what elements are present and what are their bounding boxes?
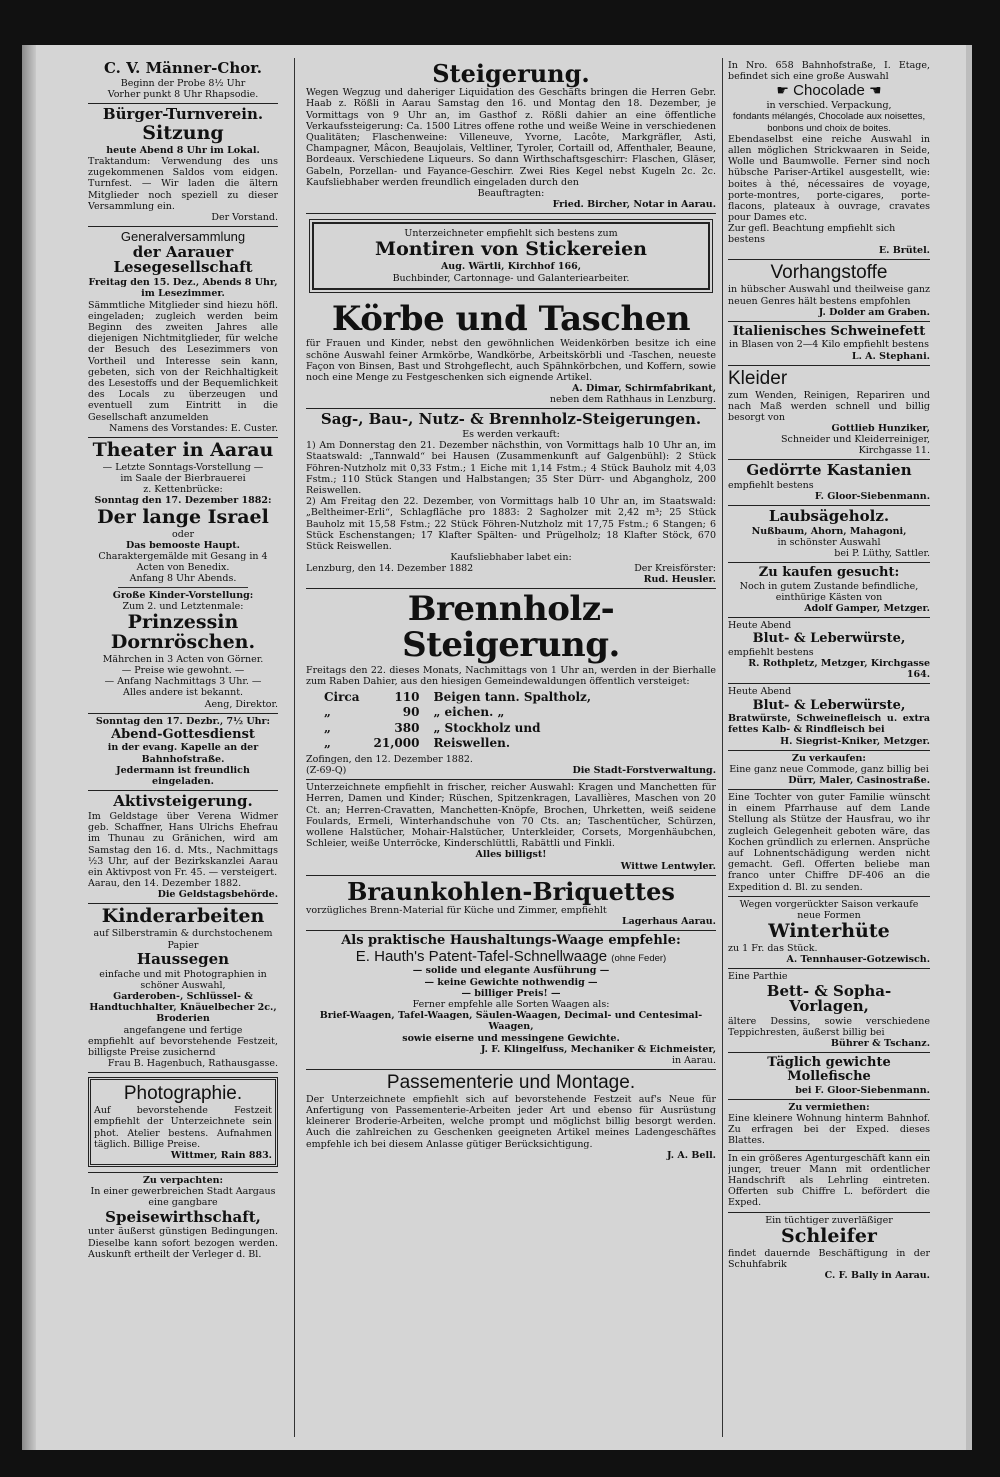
ad-title: Kleider: [728, 367, 788, 389]
ad-title: Bürger-Turnverein.: [102, 105, 264, 124]
ad-text: Noch in gutem Zustande befindliche, einthürige Kästen von: [739, 580, 919, 604]
ad-signature: E. Brütel.: [878, 245, 930, 257]
ad-line: — Preise wie gewohnt. —: [121, 665, 245, 677]
cell: „ eichen. „: [433, 705, 505, 720]
ad-line: Es werden verkauft:: [462, 429, 560, 441]
ad-title: C. V. Männer-Chor.: [104, 59, 262, 77]
ad-text: Der Unterzeichnete empfiehlt sich auf bevorstehende Festzeit auf's Neue für Anfertigung von Passementerie-Arbeiten jeder Art und ebenso für Ausrüstung kleinerer Broderie-Arbeiten, welche prompt und möglichst billig besorgt werden. Auch die zahlreichen zu Geschenken geeigneten Artikel meines Ladengeschäftes empfehle ich bei diesem Anlasse gütiger Berücksichtigung.: [306, 1093, 716, 1150]
ad-title: Täglich gewichte Mollefische: [767, 1055, 891, 1085]
ad-subtitle: Sitzung: [142, 121, 224, 144]
ad-title: Italienisches Schweinefett: [732, 323, 926, 339]
ad-title: Montiren von Stickereien: [375, 238, 647, 261]
ad-line: Alles billigst!: [475, 849, 547, 861]
column-rule-right: [722, 58, 723, 1437]
ad-text: ältere Dessins, sowie verschiedene Teppichresten, äußerst billig bei: [728, 1016, 930, 1039]
ad-title: Zu vermiethen:: [788, 1101, 870, 1113]
ad-laubsaegeholz: [728, 506, 930, 563]
ad-signature: J. Dolder am Graben.: [818, 306, 930, 318]
ad-text: vorzügliches Brenn-Material für Küche und Zimmer, empfiehlt: [306, 904, 607, 916]
ad-title: Aktivsteigerung.: [113, 792, 253, 811]
ad-title: Brennholz-Steigerung.: [402, 589, 620, 666]
cell: 90: [402, 705, 420, 720]
cell: 21,000: [373, 735, 420, 750]
ad-title: Schleifer: [781, 1224, 877, 1247]
ad-line: Wegen vorgerückter Saison verkaufe neue Formen: [739, 898, 919, 922]
ad-signature: in Aarau.: [671, 1054, 716, 1066]
ad-signature: Der Vorstand.: [211, 212, 278, 224]
ad-title: Photographie.: [123, 1083, 243, 1105]
column-right: [728, 58, 930, 1437]
ad-signature: A. Tennhauser-Gotzewisch.: [786, 954, 930, 966]
ad-line: Sonntag den 17. Dezbr., 7½ Uhr:: [95, 715, 271, 727]
column-left: [88, 58, 278, 1437]
ad-signature: Die Stadt-Forstverwaltung.: [572, 765, 716, 777]
ad-signature: Wittmer, Rain 883.: [170, 1149, 272, 1161]
ad-line: Anfang 8 Uhr Abends.: [129, 573, 237, 585]
ad-signature: bei F. Gloor-Siebenmann.: [795, 1084, 930, 1096]
ad-line: in der evang. Kapelle an der Bahnhofstraße.: [107, 742, 259, 765]
ad-title: Blut- & Leberwürste,: [752, 697, 906, 713]
ad-line: auf Silberstramin & durchstochenem Papier: [93, 928, 273, 951]
ad-title: Sag-, Bau-, Nutz- & Brennholz-Steigerungen.: [320, 410, 702, 429]
ad-signature: Lagerhaus Aarau.: [621, 916, 716, 927]
ad-line: z. Kettenbrücke:: [143, 484, 223, 496]
ad-line: empfiehlt auf bevorstehende Festzeit, billigste Preise zusichernd: [88, 1035, 278, 1058]
ad-text: Im Geldstage über Verena Widmer geb. Schaffner, Hans Ulrichs Ehefrau im Thunau zu Gränichen, wird am Samstag den 16. d. Mts., Nachmittags ½3 Uhr, auf der Bezirkskanzlei Aarau ein Aktivpost von Fr. 45. — versteigert.: [88, 811, 278, 879]
ad-line: — keine Gewichte nothwendig —: [424, 976, 598, 988]
ad-line: Beginn der Probe 8½ Uhr: [120, 77, 246, 89]
ad-title: Gedörrte Kastanien: [746, 461, 912, 480]
ad-line: im Saale der Bierbrauerei: [120, 472, 246, 484]
ad-text: Wegen Wegzug und daheriger Liquidation des Geschäfts bringen die Herren Gebr. Haab z. Rößli in Aarau Samstag den 16. und Montag den 18. Dezember, je Vormittags von 9 Uhr an, im Gasthof z. Rößli dahier an eine öffentliche Verkaufssteigerung: Ca. 1500 Litres offene rothe und weiße Weine in verschiedenen Qualitäten; Flaschenweine: Villeneuve, Yvorne, Lacôte, Markgräfler, Asti, Champagner, Mâcon, Beaujolais, Veltliner, Tyroler, Cortaill od, Affenthaler, Beaune, Bordeaux. Verschiedene Liqueurs. So dann Wirthschaftsgeschirr: Flaschen, Gläser, Gabeln, Porzellan- und Fayance-Geschirr. Zwei Ries Kegel nebst Kugeln 2c. 2c. Kaufsliebhaber werden freundlich eingeladen durch den: [306, 87, 716, 188]
ad-signature: bei P. Lüthy, Sattler.: [834, 548, 930, 560]
ad-date: Lenzburg, den 14. Dezember 1882: [306, 563, 474, 575]
ad-subtitle: Haussegen: [136, 949, 230, 968]
ad-title: [306, 949, 716, 965]
ad-subtitle: Als praktische Haushaltungs-Waage empfehle:: [341, 933, 681, 948]
ad-line: Aug. Wärtli, Kirchhof 166,: [440, 261, 582, 273]
ad-line: oder: [172, 528, 194, 540]
ad-koerbe: [306, 299, 716, 410]
ad-signature: Aeng, Direktor.: [204, 698, 278, 710]
ad-line: In Nro. 658 Bahnhofstraße, I. Etage, befindet sich eine große Auswahl: [728, 60, 930, 83]
ad-signature: Frau B. Hagenbuch, Rathausgasse.: [107, 1058, 278, 1070]
ad-line: — Anfang Nachmittags 3 Uhr. —: [104, 676, 262, 688]
ad-line: Garderoben-, Schlüssel- & Handtuchhalter, Knäuelbecher 2c.,: [89, 990, 277, 1014]
ad-schleifer: [728, 1213, 930, 1285]
ad-mollefische: [728, 1053, 930, 1099]
ad-briquettes: [306, 876, 716, 931]
ad-line: Aarau, den 14. Dezember 1882.: [88, 878, 242, 890]
ad-line: heute Abend 8 Uhr im Lokal.: [106, 144, 260, 156]
ad-line: Ein tüchtiger zuverläßiger: [765, 1214, 893, 1226]
table-row: [318, 722, 597, 735]
ad-signature: Der Kreisförster:: [634, 563, 716, 575]
table-row: [318, 737, 597, 750]
cell: „: [324, 705, 331, 720]
ad-signature: J. F. Klingelfuss, Mechaniker & Eichmeister,: [480, 1043, 716, 1055]
ad-text: zum Wenden, Reinigen, Repariren und nach Maß werden schnell und billig besorgt von: [728, 389, 930, 423]
ad-signature: J. A. Bell.: [667, 1149, 716, 1161]
ad-text: Auf bevorstehende Festzeit empfiehlt der Unterzeichnete sein phot. Atelier bestens. Aufnahmen täglich. Billige Preise.: [94, 1105, 272, 1150]
ad-theater: [88, 438, 278, 714]
ad-frame: [312, 222, 710, 290]
ad-signature: Adolf Gamper, Metzger.: [804, 603, 930, 615]
ad-title: Generalversammlung: [120, 229, 246, 245]
sign-row: [306, 563, 716, 574]
sign-row: [728, 223, 930, 245]
ad-line: Mährchen in 3 Acten von Görner.: [102, 653, 264, 665]
table-row: [318, 706, 597, 719]
ad-vorhangstoffe: [728, 260, 930, 321]
ad-chocolade: [728, 58, 930, 260]
ad-tochter: [728, 790, 930, 897]
ad-text: In ein größeres Agenturgeschäft kann ein junger, treuer Mann mit ordentlicher Handschrift als Lehrling eintreten. Offerten sub Chiffre L. befördert die Exped.: [728, 1152, 930, 1209]
ad-title: Passementerie und Montage.: [386, 1071, 636, 1093]
ad-kragen: [306, 780, 716, 875]
ad-signature: R. Rothpletz, Metzger, Kirchgasse 164.: [748, 658, 930, 681]
ad-text: Unterzeichnete empfiehlt in frischer, reicher Auswahl: Kragen und Manchetten für Herren, Damen und Kinder; Rüschen, Spitzenkragen, Lavallières, Maschen von 20 Ct. an; Herren-Cravatten, Manchetten-Knöpfe, Brochen, Uhrketten, weiß seidene Foulards, Ermeli, Winterhandschuhe von 70 Cts. an; Taschentücher, Schürzen, wollene Halstücher, Mohair-Halstücher, Unterkleider, Corsets, Morgenhäubchen, Schleier, weiße Unterröcke, Kinderschlüttli, Rabättli und Finkli.: [306, 782, 716, 850]
ad-line: Freitag den 15. Dez., Abends 8 Uhr, im Lesezimmer.: [88, 277, 278, 300]
cell: Circa: [324, 690, 360, 705]
ad-text: Bratwürste, Schweinefleisch u. extra fettes Kalb- & Rindfleisch bei: [728, 713, 930, 736]
ad-signature: F. Gloor-Siebenmann.: [814, 491, 930, 503]
ad-line: Zum 2. und Letztenmale:: [122, 600, 244, 612]
ad-title: Abend-Gottesdienst: [111, 726, 255, 742]
divider: [118, 587, 248, 588]
ad-line: zu 1 Fr. das Stück.: [728, 943, 818, 955]
ad-title: Speisewirthschaft,: [105, 1207, 261, 1226]
ad-text: Traktandum: Verwendung des uns zugekommenen Saldos vom eidgen. Turnfest. — Wir laden die ältern Mitglieder noch speziell zu dieser Versammlung ein.: [88, 156, 278, 212]
ad-text: 1) Am Donnerstag den 21. Dezember nächsthin, von Vormittags halb 10 Uhr an, im Staatswald: „Tannwald“ bei Hausen (Zusammenkunft auf Galgenbühl): 2 Stück Föhren-Nutzholz mit 0,33 Fstm.; 1 Eiche mit 1,14 Fstm.; 4 Stück Bauholz mit 4,03 Fstm.; 110 Stück Stangen und Halbstangen; 35 Ster Dürr- und Abgangholz, 200 Reiswellen.: [306, 440, 716, 497]
ad-line: — Letzte Sonntags-Vorstellung —: [102, 461, 264, 473]
ad-signature: Rud. Heusler.: [643, 574, 716, 586]
ad-line: Beauftragten:: [477, 188, 545, 200]
ad-line: Brief-Waagen, Tafel-Waagen, Säulen-Waagen, Decimal- und Centesimal-Waagen,: [319, 1010, 703, 1033]
ad-steigerung: [306, 58, 716, 214]
ad-line: empfiehlt bestens: [728, 479, 814, 491]
ad-schweinefett: [728, 322, 930, 366]
cell: 110: [394, 690, 420, 705]
ad-line: fondants mélangés, Chocolade aux noisettes,: [732, 111, 926, 123]
ad-text: in hübscher Auswahl und theilweise ganz neuen Genres hält bestens empfohlen: [728, 284, 930, 307]
ad-signature: C. F. Bally in Aarau.: [824, 1270, 930, 1282]
ad-line: Unterzeichneter empfiehlt sich bestens zum: [404, 228, 618, 240]
ad-speisewirthschaft: [88, 1173, 278, 1263]
ad-passementerie: [306, 1070, 716, 1164]
ad-line: bonbons und choix de boites.: [767, 122, 891, 134]
ad-signature: Die Geldstagsbehörde.: [157, 889, 278, 901]
ad-date: Zofingen, den 12. Dezember 1882.: [306, 753, 473, 765]
ad-title: Zu verkaufen:: [792, 752, 866, 764]
page-binding: [22, 45, 36, 1450]
ad-waage: [306, 931, 716, 1070]
ad-text: für Frauen und Kinder, nebst den gewöhnlichen Weidenkörben besitze ich eine schöne Auswahl feiner Armkörbe, Wandkörbe, Arbeitskörbli und -Taschen, neueste Façon von Binsen, Bast und Strohgeflecht, auch Spähnkörbchen, und Koffern, sowie noch eine Menge zu Festgeschenken sich eignende Artikel.: [306, 338, 716, 384]
ad-text: in Blasen von 2—4 Kilo empfiehlt bestens: [729, 339, 929, 351]
ad-text: Eine kleinere Wohnung hinterm Bahnhof. Zu erfragen bei der Exped. dieses Blattes.: [728, 1112, 930, 1147]
ad-subtitle: der Aarauer Lesegesellschaft: [113, 242, 253, 277]
ad-note: (ohne Feder): [611, 952, 667, 964]
ad-text: Sämmtliche Mitglieder sind hiezu höfl. eingeladen; zugleich werden beim Beginn des zweiten Jahres alle diejenigen Nichtmitglieder, für welche der Besuch des Lesezimmers von Vortheil und Interesse sein kann, gebeten, sich von der Reichhaltigkeit des Lesestoffs und der Bequemlichkeit des Locals zu überzeugen und eventuell zum Eintritt in die Gesellschaft anzumelden: [88, 299, 278, 423]
ad-line: empfiehlt bestens: [728, 647, 814, 659]
ad-text: Eine Tochter von guter Familie wünscht in einem Pfarrhause auf dem Lande Stellung als Stütze der Hausfrau, wo ihr zugleich Gelegenheit geboten wäre, das Kochen gründlich zu erlernen. Ansprüche auf Lohnentschädigung werden nicht gemacht. Gefl. Offerten beliebe man franco unter Chiffre DF-406 an die Expedition d. Bl. zu senden.: [728, 791, 930, 893]
ad-title-text: E. Hauth's Patent-Tafel-Schnellwaage: [355, 947, 608, 965]
ad-line: angefangene und fertige: [123, 1024, 243, 1036]
page-edge: [966, 45, 972, 1450]
ad-signature: A. Dimar, Schirmfabrikant,: [571, 383, 716, 395]
ad-line: Vorher punkt 8 Uhr Rhapsodie.: [107, 88, 259, 100]
ad-text: findet dauernde Beschäftigung in der Schuhfabrik: [728, 1247, 930, 1270]
ad-title: Blut- & Leberwürste,: [752, 631, 906, 647]
ad-title: Laubsägeholz.: [768, 507, 890, 526]
ad-line: Eine Parthie: [728, 971, 788, 983]
ad-line: in schönster Auswahl: [777, 537, 881, 549]
ad-signature: Fried. Bircher, Notar in Aarau.: [552, 199, 716, 211]
ad-title: Bett- & Sopha-Vorlagen,: [766, 981, 892, 1016]
ad-line: in verschied. Verpackung,: [766, 100, 892, 112]
ad-holzsteigerungen: [306, 409, 716, 589]
ad-gottesdienst: [88, 714, 278, 792]
pointing-hand-icon: ☛: [776, 82, 789, 99]
ad-photographie: [88, 1073, 278, 1173]
ad-line: — solide und elegante Ausführung —: [412, 965, 610, 977]
ad-kleider: [728, 366, 930, 461]
ad-line: Buchbinder, Cartonnage- und Galanteriearbeiter.: [392, 272, 630, 284]
ad-title: Kinderarbeiten: [101, 905, 265, 928]
ad-title: [728, 83, 930, 99]
ad-brennholz: [306, 589, 716, 780]
ad-line: Nußbaum, Ahorn, Mahagoni,: [751, 525, 907, 537]
ad-zu-kaufen: [728, 563, 930, 618]
ad-line: Kaufsliebhaber labet ein:: [450, 552, 572, 564]
ad-aktivsteigerung: [88, 791, 278, 904]
ad-line: Broderien: [156, 1013, 210, 1025]
ad-line: In einer gewerbreichen Stadt Aargaus eine gangbare: [90, 1186, 276, 1209]
ad-line: Zu verpachten:: [142, 1174, 224, 1186]
ad-agentur: [728, 1151, 930, 1213]
ad-line: Heute Abend: [728, 620, 792, 632]
ad-line: Charaktergemälde mit Gesang in 4 Acten von Benedix.: [98, 550, 268, 574]
column-middle: [306, 58, 716, 1437]
ad-signature: Wittwe Lentwyler.: [620, 860, 716, 872]
ad-title: Vorhangstoffe: [770, 262, 888, 284]
sign-row: [306, 765, 716, 776]
table-row: [318, 691, 597, 704]
ad-signature: L. A. Stephani.: [851, 350, 930, 362]
ad-line: sowie eiserne und messingene Gewichte.: [402, 1032, 620, 1044]
cell: „: [324, 720, 331, 735]
ad-maennerchor: [88, 58, 278, 104]
ad-signature: Dürr, Maler, Casinostraße.: [788, 774, 930, 786]
cell: Reiswellen.: [433, 735, 510, 750]
ad-line: Heute Abend: [728, 686, 792, 698]
ad-line: Jedermann ist freundlich eingeladen.: [116, 764, 250, 788]
ad-winterhuete: [728, 897, 930, 970]
cell: Beigen tann. Spaltholz,: [433, 690, 592, 705]
ad-signature: H. Siegrist-Kniker, Metzger.: [780, 735, 930, 747]
ad-title: Winterhüte: [768, 920, 890, 943]
ad-signature: Gottlieb Hunziker,: [831, 423, 930, 435]
ad-zu-verkaufen: [728, 751, 930, 790]
ad-vorlagen: [728, 969, 930, 1053]
ad-line: Das bemooste Haupt.: [126, 539, 240, 551]
ad-ref: (Z-69-Q): [306, 765, 347, 777]
ad-frame: [88, 1077, 278, 1167]
pointing-hand-icon: ☚: [869, 82, 882, 99]
ad-title-text: Chocolade: [793, 82, 865, 100]
ad-line: Alles andere ist bekannt.: [122, 687, 244, 699]
ad-text: 2) Am Freitag den 22. Dezember, von Vormittags halb 10 Uhr an, im Staatswald: „Beltheimer-Erli“, Schlagfläche pro 1883: 2 Sagholzer mit 2,42 m³; 25 Stück Bauholz mit 15,58 Fstm.; 22 Stück Föhren-Nutzholz mit 17,75 Fstm.; 6 Stangen; 6 Stück Eschenstangen; 17 Klafter Spälten- und Prügelholz; 18 Klafter Stöck, 670 Stück Reiswellen.: [306, 496, 716, 553]
ad-title: Steigerung.: [432, 59, 590, 88]
ad-text: Eine ganz neue Commode, ganz billig bei: [729, 763, 929, 775]
ad-kastanien: [728, 460, 930, 506]
ad-blutwurst-1: [728, 618, 930, 684]
ad-line: Große Kinder-Vorstellung:: [112, 589, 254, 601]
ad-line: Ferner empfehle alle Sorten Waagen als:: [412, 999, 610, 1010]
ad-stickereien: [306, 214, 716, 299]
play-title: Prinzessin Dornröschen.: [110, 610, 256, 653]
ad-line: — billiger Preis! —: [461, 987, 561, 999]
cell: 380: [394, 720, 420, 735]
ad-line: einfache und mit Photographien in schöner Auswahl,: [99, 968, 267, 991]
ad-signature: Namens des Vorstandes: E. Custer.: [109, 422, 278, 434]
ad-kinderarbeiten: [88, 904, 278, 1073]
ad-title: Zu kaufen gesucht:: [758, 565, 900, 581]
ad-signature: Bührer & Tschanz.: [830, 1038, 930, 1050]
column-rule-left: [294, 58, 295, 1437]
ad-turnverein: [88, 104, 278, 227]
ad-title: Braunkohlen-Briquettes: [347, 876, 675, 906]
ad-title: Theater in Aarau: [92, 438, 274, 461]
ad-title: Körbe und Taschen: [331, 298, 691, 339]
ad-zu-vermiethen: [728, 1100, 930, 1151]
play-title: Der lange Israel: [97, 505, 269, 528]
ad-text: unter äußerst günstigen Bedingungen. Dieselbe kann sofort bezogen werden. Auskunft ertheilt der Verleger d. Bl.: [88, 1226, 278, 1260]
ad-signature: Schneider und Kleiderreiniger, Kirchgasse 11.: [781, 434, 930, 457]
ad-line: Sonntag den 17. Dezember 1882:: [94, 495, 272, 507]
ad-blutwurst-2: [728, 684, 930, 750]
ad-text: Ebendaselbst eine reiche Auswahl in allen möglichen Strickwaaren in Seide, Wolle und Baumwolle. Ferner sind noch hübsche Pariser-Artikel ausgestellt, wie: boites à thé, nécessaires de voyage, porte-montres, porte-cigares, porte-flacons, plateaux à ouvrage, cravates pour Dames etc.: [728, 133, 930, 224]
ad-text: Freitags den 22. dieses Monats, Nachmittags von 1 Uhr an, werden in der Bierhalle zum Raben Dahier, aus den hiesigen Gemeindewaldungen öffentlich versteiget:: [306, 664, 716, 688]
wood-table: [316, 689, 599, 752]
cell: „: [324, 735, 331, 750]
cell: „ Stockholz und: [433, 720, 541, 735]
ad-signature: neben dem Rathhaus in Lenzburg.: [549, 394, 716, 406]
ad-line: Zur gefl. Beachtung empfiehlt sich bestens: [728, 223, 896, 246]
ad-generalversammlung: [88, 227, 278, 438]
